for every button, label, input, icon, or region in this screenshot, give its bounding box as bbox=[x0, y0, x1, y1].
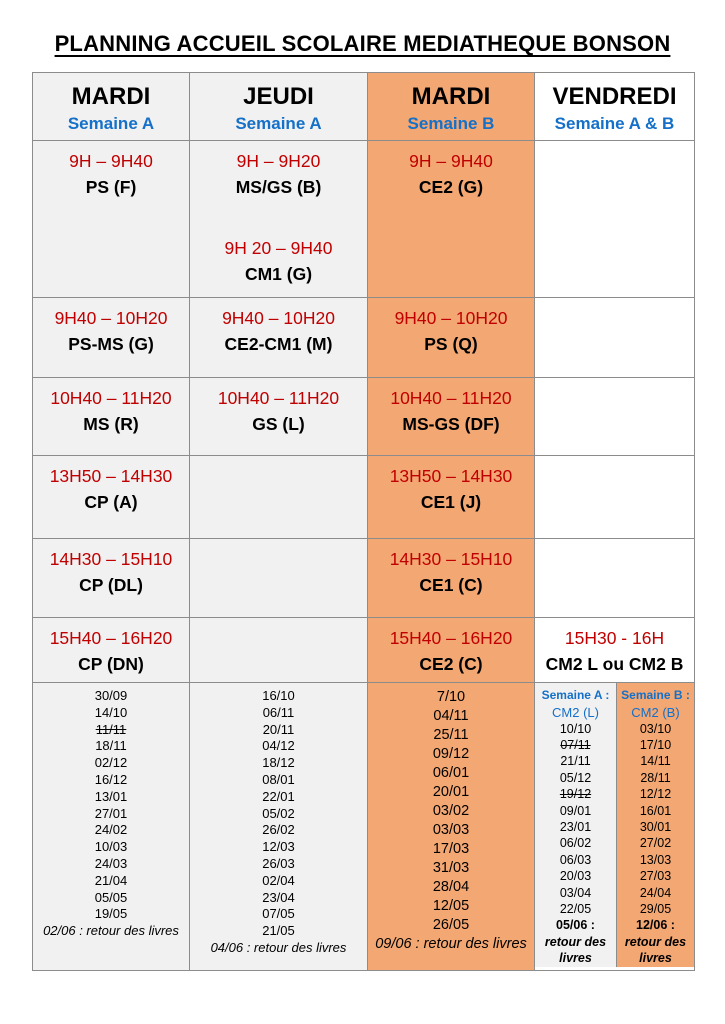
schedule-row bbox=[33, 378, 695, 456]
schedule-cell bbox=[190, 539, 368, 618]
schedule-cell bbox=[535, 378, 695, 456]
date: 14/11 bbox=[640, 754, 671, 769]
book-return-note: 02/06 : retour des livres bbox=[43, 923, 179, 939]
time-slot bbox=[33, 456, 189, 516]
slot-group: PS (F) bbox=[85, 177, 137, 198]
slot-group: CP (DN) bbox=[78, 654, 144, 675]
time-slot bbox=[190, 228, 367, 288]
schedule-cell bbox=[368, 298, 535, 378]
date: 16/10 bbox=[262, 688, 295, 703]
time-slot bbox=[368, 539, 534, 599]
slot-group: CP (DL) bbox=[79, 575, 143, 596]
time-slot bbox=[33, 618, 189, 678]
schedule-cell bbox=[190, 378, 368, 456]
date: 06/03 bbox=[559, 852, 592, 867]
day-label: MARDI bbox=[411, 83, 491, 110]
schedule-row bbox=[33, 298, 695, 378]
schedule-cell bbox=[33, 141, 190, 298]
date: 20/01 bbox=[432, 784, 470, 800]
subcolumn-group-label: CM2 (L) bbox=[552, 704, 599, 720]
date: 14/10 bbox=[94, 704, 128, 720]
slot-time: 13H50 – 14H30 bbox=[389, 466, 513, 486]
time-slot bbox=[33, 298, 189, 358]
slot-group: CM2 L ou CM2 B bbox=[545, 654, 684, 675]
week-label: Semaine A bbox=[67, 114, 155, 133]
date: 18/12 bbox=[262, 755, 295, 771]
time-slot bbox=[368, 298, 534, 358]
schedule-cell bbox=[33, 298, 190, 378]
date: 16/01 bbox=[639, 803, 672, 818]
date: 30/01 bbox=[639, 819, 672, 834]
date: 30/09 bbox=[94, 688, 128, 703]
slot-group: PS (Q) bbox=[424, 334, 478, 355]
time-slot bbox=[33, 539, 189, 599]
schedule-cell bbox=[535, 539, 695, 618]
time-slot bbox=[33, 141, 189, 201]
date: 03/02 bbox=[432, 803, 470, 819]
slot-time: 15H40 – 16H20 bbox=[49, 628, 173, 648]
page-title: PLANNING ACCUEIL SCOLAIRE MEDIATHEQUE BONSON bbox=[54, 31, 671, 56]
vendredi-left-subcolumn bbox=[535, 683, 616, 967]
time-slot bbox=[535, 618, 694, 678]
date: 06/01 bbox=[432, 765, 470, 781]
subcolumn-week-label: Semaine B : bbox=[621, 688, 690, 702]
subcolumn-week-label: Semaine A : bbox=[541, 688, 610, 702]
schedule-cell bbox=[190, 141, 368, 298]
schedule-cell bbox=[33, 539, 190, 618]
schedule-cell bbox=[190, 298, 368, 378]
dates-cell-jeudi-a bbox=[190, 683, 368, 971]
date: 21/04 bbox=[94, 872, 128, 888]
date: 19/05 bbox=[94, 906, 128, 922]
date: 7/10 bbox=[436, 689, 466, 705]
book-return-note: retour des livres bbox=[624, 934, 687, 966]
date-list bbox=[368, 683, 534, 954]
date: 05/12 bbox=[559, 770, 592, 785]
slot-group: GS (L) bbox=[252, 414, 305, 435]
date: 12/05 bbox=[432, 898, 470, 914]
date: 03/04 bbox=[559, 885, 592, 900]
schedule-row bbox=[33, 539, 695, 618]
book-return-date: 12/06 : bbox=[636, 918, 675, 933]
date: 21/11 bbox=[560, 754, 591, 769]
date: 19/12 bbox=[559, 787, 592, 802]
dates-cell-mardi-a bbox=[33, 683, 190, 971]
vendredi-split bbox=[535, 683, 694, 967]
book-return-date: 05/06 : bbox=[556, 918, 595, 933]
date: 07/11 bbox=[560, 737, 591, 752]
date: 06/02 bbox=[559, 836, 592, 851]
date: 24/02 bbox=[94, 822, 128, 838]
date: 28/04 bbox=[432, 879, 470, 895]
time-slot bbox=[368, 141, 534, 201]
date: 13/03 bbox=[639, 852, 672, 867]
date: 05/05 bbox=[94, 889, 128, 905]
date: 20/11 bbox=[262, 721, 295, 737]
slot-time: 9H – 9H40 bbox=[69, 151, 153, 171]
date: 27/01 bbox=[94, 805, 128, 821]
time-slot bbox=[368, 618, 534, 678]
time-slot bbox=[190, 298, 367, 358]
schedule-cell bbox=[535, 456, 695, 539]
date: 09/01 bbox=[559, 803, 592, 818]
book-return-note: retour des livres bbox=[544, 934, 607, 966]
column-header-mardi-a bbox=[33, 73, 190, 141]
slot-time: 15H40 – 16H20 bbox=[389, 628, 513, 648]
date: 22/05 bbox=[559, 901, 592, 916]
slot-time: 15H30 - 16H bbox=[564, 628, 665, 648]
time-slot bbox=[190, 141, 367, 201]
date: 16/12 bbox=[94, 771, 128, 787]
schedule-cell bbox=[190, 618, 368, 683]
schedule-cell bbox=[368, 141, 535, 298]
day-label: JEUDI bbox=[243, 83, 314, 110]
schedule-cell bbox=[535, 618, 695, 683]
column-header-jeudi-a bbox=[190, 73, 368, 141]
schedule-cell bbox=[33, 378, 190, 456]
slot-group: MS/GS (B) bbox=[235, 177, 322, 198]
schedule-cell bbox=[368, 539, 535, 618]
date: 02/04 bbox=[262, 872, 295, 888]
date: 31/03 bbox=[432, 860, 470, 876]
book-return-note: 09/06 : retour des livres bbox=[375, 936, 527, 952]
time-slot bbox=[190, 378, 367, 438]
schedule-cell bbox=[535, 141, 695, 298]
slot-group: CE2 (G) bbox=[418, 177, 484, 198]
slot-time: 9H 20 – 9H40 bbox=[224, 237, 333, 258]
date: 23/01 bbox=[559, 819, 592, 834]
schedule-cell bbox=[190, 456, 368, 539]
slot-group: CE1 (J) bbox=[420, 492, 482, 513]
week-label: Semaine A & B bbox=[554, 114, 675, 133]
day-label: MARDI bbox=[71, 83, 151, 110]
date: 04/11 bbox=[433, 708, 469, 724]
date: 25/11 bbox=[433, 727, 469, 743]
slot-time: 14H30 – 15H10 bbox=[389, 549, 513, 569]
vendredi-right-subcolumn bbox=[616, 683, 694, 967]
schedule-cell bbox=[368, 378, 535, 456]
date: 08/01 bbox=[262, 771, 295, 787]
time-slot bbox=[368, 456, 534, 516]
date: 13/01 bbox=[94, 788, 128, 804]
date: 21/05 bbox=[262, 923, 295, 939]
schedule-cell bbox=[368, 456, 535, 539]
day-label: VENDREDI bbox=[552, 83, 677, 110]
date: 05/02 bbox=[262, 805, 295, 821]
subcolumn-group-label: CM2 (B) bbox=[631, 704, 680, 720]
slot-time: 9H40 – 10H20 bbox=[394, 308, 508, 328]
date: 17/03 bbox=[432, 841, 470, 857]
date: 12/03 bbox=[262, 839, 295, 855]
date: 24/04 bbox=[639, 885, 672, 900]
slot-group: CM1 (G) bbox=[244, 263, 313, 284]
date: 26/02 bbox=[262, 822, 295, 838]
date: 26/03 bbox=[262, 855, 295, 871]
date: 07/05 bbox=[262, 906, 295, 922]
date: 27/02 bbox=[639, 836, 672, 851]
slot-group: CE2-CM1 (M) bbox=[224, 334, 333, 355]
slot-group: CE1 (C) bbox=[419, 575, 483, 596]
schedule-row bbox=[33, 141, 695, 298]
planning-table bbox=[32, 72, 695, 971]
slot-time: 13H50 – 14H30 bbox=[49, 466, 173, 486]
slot-time: 10H40 – 11H20 bbox=[217, 388, 340, 408]
date: 17/10 bbox=[639, 737, 672, 752]
slot-time: 9H40 – 10H20 bbox=[222, 308, 335, 328]
slot-group: MS-GS (DF) bbox=[402, 414, 500, 435]
date: 03/03 bbox=[432, 822, 470, 838]
date: 22/01 bbox=[262, 788, 295, 804]
book-return-note: 04/06 : retour des livres bbox=[210, 939, 347, 955]
date: 10/03 bbox=[94, 839, 128, 855]
slot-group: PS-MS (G) bbox=[68, 334, 154, 355]
column-header-mardi-b bbox=[368, 73, 535, 141]
week-label: Semaine A bbox=[235, 114, 322, 133]
slot-time: 9H – 9H20 bbox=[236, 151, 321, 171]
slot-time: 9H – 9H40 bbox=[409, 151, 493, 171]
date: 09/12 bbox=[432, 746, 470, 762]
date: 04/12 bbox=[262, 738, 295, 754]
slot-time: 10H40 – 11H20 bbox=[50, 388, 172, 408]
date: 29/05 bbox=[639, 901, 672, 916]
slot-group: CP (A) bbox=[84, 492, 138, 513]
date: 24/03 bbox=[94, 855, 128, 871]
date: 06/11 bbox=[262, 704, 295, 720]
schedule-cell bbox=[535, 298, 695, 378]
week-label: Semaine B bbox=[407, 114, 495, 133]
schedule-row bbox=[33, 456, 695, 539]
schedule-cell bbox=[368, 618, 535, 683]
date: 03/10 bbox=[639, 721, 672, 736]
date: 26/05 bbox=[432, 917, 470, 933]
date-list bbox=[33, 683, 189, 940]
dates-cell-mardi-b bbox=[368, 683, 535, 971]
date: 18/11 bbox=[95, 738, 127, 754]
dates-row bbox=[33, 683, 695, 971]
date: 27/03 bbox=[639, 869, 672, 884]
date: 20/03 bbox=[559, 869, 592, 884]
slot-time: 9H40 – 10H20 bbox=[54, 308, 168, 328]
date: 11/11 bbox=[95, 721, 127, 737]
date: 28/11 bbox=[640, 770, 671, 785]
slot-time: 14H30 – 15H10 bbox=[49, 549, 173, 569]
date: 02/12 bbox=[94, 755, 128, 771]
schedule-row bbox=[33, 618, 695, 683]
time-slot bbox=[33, 378, 189, 438]
column-header-vendredi bbox=[535, 73, 695, 141]
time-slot bbox=[368, 378, 534, 438]
slot-time: 10H40 – 11H20 bbox=[390, 388, 512, 408]
slot-group: MS (R) bbox=[83, 414, 139, 435]
dates-cell-vendredi bbox=[535, 683, 695, 971]
date: 23/04 bbox=[262, 889, 295, 905]
schedule-cell bbox=[33, 618, 190, 683]
header-row bbox=[33, 73, 695, 141]
date: 10/10 bbox=[559, 721, 592, 736]
slot-group: CE2 (C) bbox=[419, 654, 483, 675]
schedule-cell bbox=[33, 456, 190, 539]
date: 12/12 bbox=[639, 787, 672, 802]
date-list bbox=[190, 683, 367, 957]
